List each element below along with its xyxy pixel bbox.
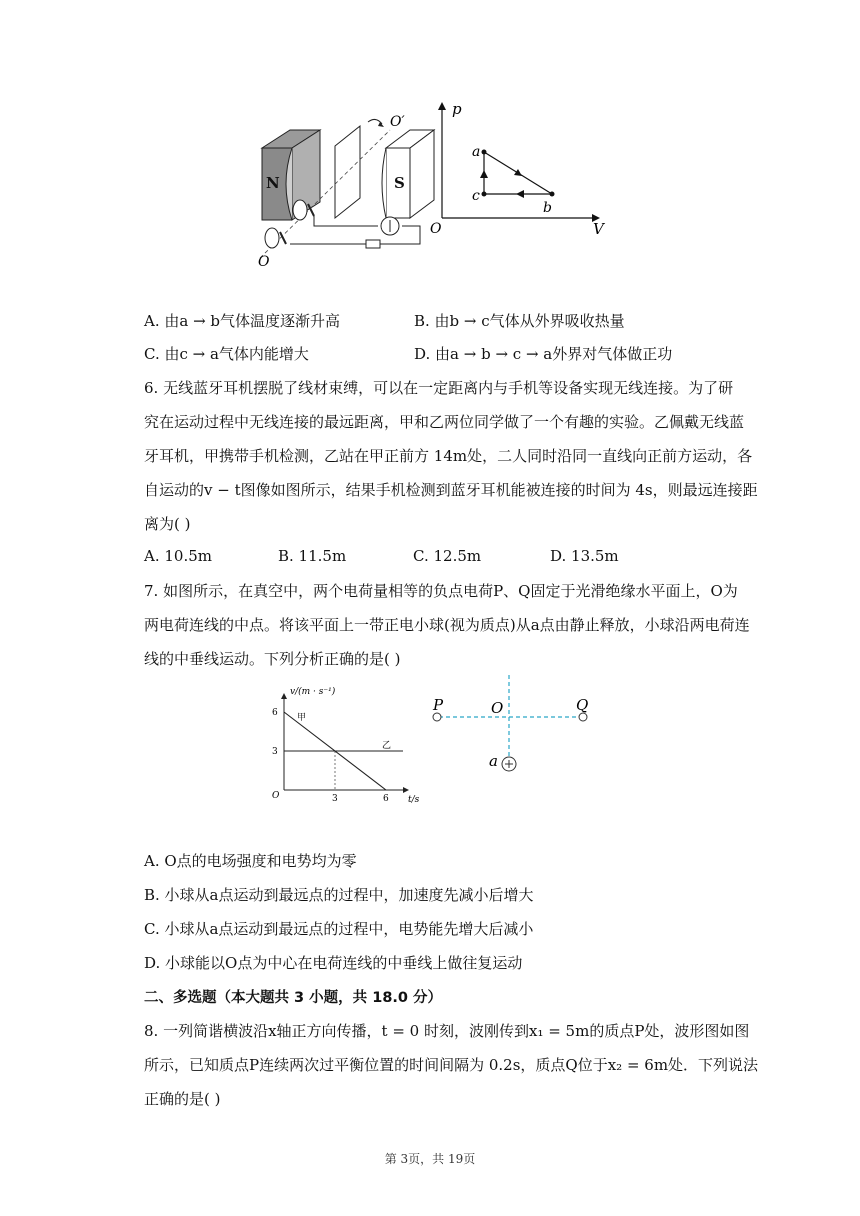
pv-axis-p: p <box>452 100 462 118</box>
charge-figure <box>425 672 600 782</box>
q6-line: 牙耳机，甲携带手机检测，乙站在甲正前方 14m处，二人同时沿同一直线向正前方运动，各 <box>144 447 753 465</box>
axis-o-label: O <box>258 254 270 270</box>
q5-option-d: D. 由a → b → c → a外界对气体做正功 <box>414 345 673 363</box>
q8-question <box>144 1014 764 1116</box>
ball-a-label: a <box>489 752 498 770</box>
q6-option-b: B. 11.5m <box>278 547 347 565</box>
q7-line: 两电荷连线的中点。将该平面上一带正电小球(视为质点)从a点由静止释放，小球沿两电荷连 <box>144 616 750 634</box>
pv-diagram <box>430 98 615 238</box>
page-footer: 第 3页，共 19页 <box>384 1152 476 1166</box>
q7-line: 7. 如图所示，在真空中，两个电荷量相等的负点电荷P、Q固定于光滑绝缘水平面上，O为 <box>144 582 738 600</box>
charge-p-label: P <box>433 696 444 714</box>
section-title: 二、多选题（本大题共 3 小题，共 18.0 分） <box>144 990 443 1006</box>
vt-xlabel: t/s <box>408 795 420 805</box>
vt-ytick: 6 <box>272 708 278 718</box>
axis-o-prime-label: O′ <box>390 114 405 130</box>
q6-line: 究在运动过程中无线连接的最远距离，甲和乙两位同学做了一个有趣的实验。乙佩戴无线蓝 <box>144 413 745 431</box>
q6-question <box>144 371 764 541</box>
q6-line: 6. 无线蓝牙耳机摆脱了线材束缚，可以在一定距离内与手机等设备实现无线连接。为了研 <box>144 379 734 397</box>
charge-o-label: O <box>491 699 504 717</box>
q5-option-c: C. 由c → a气体内能增大 <box>144 345 309 363</box>
pv-axis-v: V <box>593 220 604 238</box>
vt-chart <box>262 680 432 805</box>
q7-question <box>144 574 764 676</box>
pv-point-a: a <box>472 144 481 160</box>
charge-p <box>433 713 441 721</box>
q6-line: 自运动的v − t图像如图所示，结果手机检测到蓝牙耳机能被连接的时间为 4s，则最远连接距 <box>144 481 758 499</box>
pv-point-c: c <box>472 188 480 204</box>
q7-option-d: D. 小球能以O点为中心在电荷连线的中垂线上做往复运动 <box>144 954 523 972</box>
pv-point-b: b <box>543 200 552 216</box>
q6-option-c: C. 12.5m <box>413 547 482 565</box>
q7-option-a: A. O点的电场强度和电势均为零 <box>144 852 357 870</box>
q8-line: 8. 一列简谐横波沿x轴正方向传播，t = 0 时刻，波刚传到x₁ = 5m的质点P处，波形图如图 <box>144 1022 750 1040</box>
vt-ytick: 3 <box>272 747 278 757</box>
vt-x-arrow <box>403 787 409 793</box>
vt-xtick: 6 <box>383 794 389 804</box>
pv-origin: O <box>430 221 442 237</box>
q8-line: 所示，已知质点P连续两次过平衡位置的时间间隔为 0.2s，质点Q位于x₂ = 6m处．下列说法 <box>144 1056 759 1074</box>
q7-option-c: C. 小球从a点运动到最远点的过程中，电势能先增大后减小 <box>144 920 534 938</box>
q7-line: 线的中垂线运动。下列分析正确的是( ) <box>144 650 401 668</box>
q7-option-b: B. 小球从a点运动到最远点的过程中，加速度先减小后增大 <box>144 886 534 904</box>
vt-xtick: 3 <box>332 794 338 804</box>
q6-option-a: A. 10.5m <box>144 547 212 565</box>
charge-q <box>579 713 587 721</box>
generator-figure <box>250 108 450 273</box>
vt-series-label-yi: 乙 <box>382 741 392 751</box>
vt-ylabel: v/(m · s⁻¹) <box>290 687 336 697</box>
vt-series-label-jia: 甲 <box>297 712 307 723</box>
q6-line: 离为( ) <box>144 515 191 533</box>
q5-option-b: B. 由b → c气体从外界吸收热量 <box>414 312 625 330</box>
magnet-s-label: S <box>394 174 405 192</box>
q6-option-d: D. 13.5m <box>550 547 619 565</box>
q8-line: 正确的是( ) <box>144 1090 221 1108</box>
magnet-n-label: N <box>266 174 280 192</box>
vt-y-arrow <box>281 693 287 699</box>
q5-option-a: A. 由a → b气体温度逐渐升高 <box>144 312 341 330</box>
charge-q-label: Q <box>576 696 589 714</box>
vt-origin: O <box>272 791 280 801</box>
